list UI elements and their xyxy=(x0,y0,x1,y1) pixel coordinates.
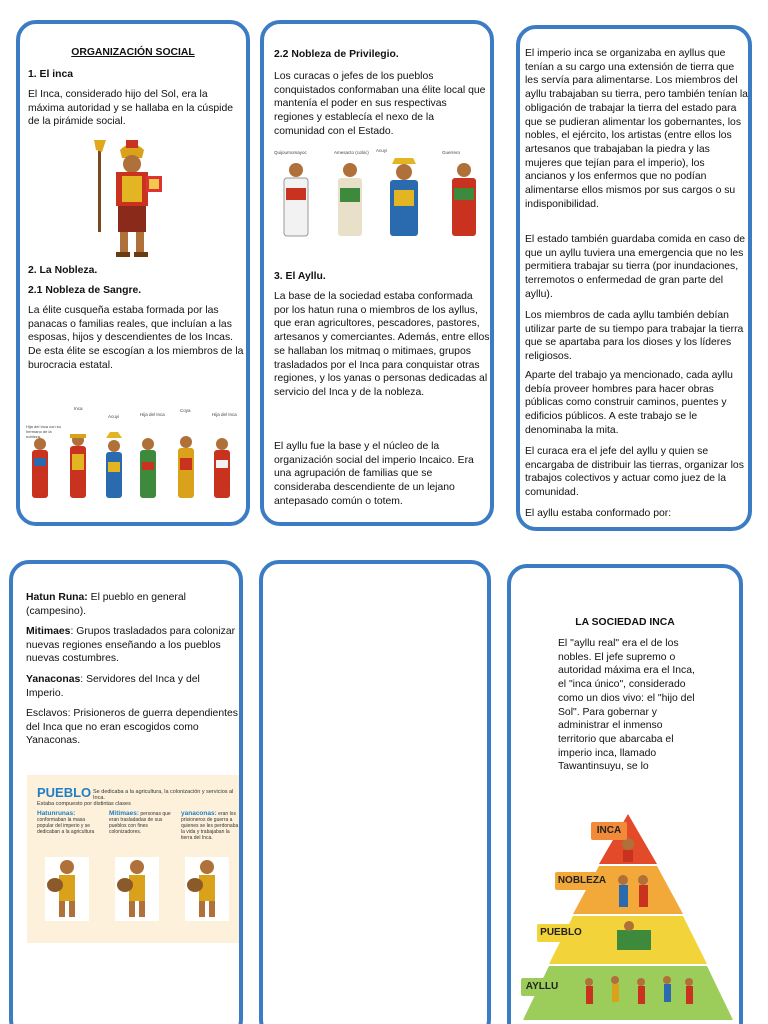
paragraph-organizacion-ayllus: El imperio inca se organizaba en ayllus que tenían a su cargo una extensión de tierra que les servía para alimentarse. Los miembros del ayllu trabajaban su tierra, pero también tenían la obligación de trabajar la tierra del estado para que se pudieran alimentar los gobernantes, los nobles, el ejército, los artistas (entre ellos los artesanos que trabajaban la piedra y las mujeres que tejían para el imperio), los ancianos y los enfermos que no podían alimentarse ellos mismos por sus cargos o su indisponibilidad. xyxy=(525,48,748,210)
page-title: ORGANIZACIÓN SOCIAL xyxy=(71,47,195,58)
pueblo-infographic xyxy=(27,775,240,943)
pyramid-label-ayllu: AYLLU xyxy=(521,978,563,996)
figure-label: Amesacto (cobic) xyxy=(334,150,369,155)
noble-figure xyxy=(214,438,230,498)
pueblo-title: PUEBLO xyxy=(37,785,92,800)
noble-figure xyxy=(106,432,122,498)
paragraph-ayllu-base: La base de la sociedad estaba conformada por los hatun runa o miembros de los ayllus, que eran agricultores, pescadores, pastores, artesanos y comerciantes. Además, entre ellos se hallaban los mitmaq o mitimaes, grupos trasladados por el Inca para conquistar otras regiones, y los yanas o personas dedicadas al servicio del Inca y de la nobleza. xyxy=(274,291,490,398)
farmer-figure xyxy=(185,857,229,921)
paragraph-ayllu-conformado: El ayllu estaba conformado por: xyxy=(525,508,672,519)
panel-sociedad-inca xyxy=(507,564,743,1024)
curaca-figure xyxy=(284,163,308,236)
panel-clases-pueblo xyxy=(9,560,243,1024)
heading-el-inca: 1. El inca xyxy=(28,69,74,80)
figure-label: Guerrero xyxy=(442,150,461,155)
social-pyramid xyxy=(519,814,737,1024)
curaca-figure xyxy=(390,158,418,236)
noble-figure xyxy=(178,436,194,498)
figure-label: Inca xyxy=(74,406,83,411)
paragraph-ayllu-nucleo: El ayllu fue la base y el núcleo de la organización social del imperio Incaico. Era una agrupación de familias que se consideraba descendiente de un lejano antepasado común o totem. xyxy=(274,441,474,507)
paragraph-comida-emergencia: El estado también guardaba comida en caso de que un ayllu tuviera una emergencia que no les permitiera trabajar su tierra (por inundaciones, terremotos o enfermedad de gran parte del ayllu). xyxy=(525,234,746,300)
farmer-figure xyxy=(45,857,89,921)
figure-label: Hija del Inca xyxy=(212,412,237,417)
pueblo-description: Se dedicaba a la agricultura, la colonización y servicios al Inca. xyxy=(93,789,234,801)
paragraph-inca: El Inca, considerado hijo del Sol, era la máxima autoridad y se hallaba en la cúspide de la pirámide social. xyxy=(28,89,234,128)
figure-label: Acuyi xyxy=(108,414,120,419)
section-title: LA SOCIEDAD INCA xyxy=(575,617,675,628)
curaca-figure xyxy=(338,163,362,236)
paragraph-tierra-dioses: Los miembros de cada ayllu también debían utilizar parte de su tiempo para trabajar la tierra que se apartaba para los dioses y los líderes religiosos. xyxy=(525,310,744,363)
panel-ayllus xyxy=(516,25,752,531)
noble-figure xyxy=(32,438,48,498)
figure-label: Hija del Inca con su hermano de la nobleza. xyxy=(26,424,61,439)
farmer-figure xyxy=(115,857,159,921)
pueblo-figures xyxy=(41,853,231,925)
figure-label: Coya xyxy=(180,408,191,413)
paragraph-curaca: El curaca era el jefe del ayllu y quien se encargaba de distribuir las tierras, organizar los trabajos colectivos y actuar como juez de la comunidad. xyxy=(525,446,744,499)
term-mitimaes: Mitimaes xyxy=(26,626,71,637)
paragraph-curacas: Los curacas o jefes de los pueblos conquistados conformaban una élite local que mantenía el poder en sus respectivas regiones y establecía el nexo de la comunidad con el Estado. xyxy=(274,71,486,137)
figure-label: Acuyi xyxy=(376,148,388,153)
pyramid-label-pueblo: PUEBLO xyxy=(537,924,585,942)
noble-figure xyxy=(140,438,156,498)
panel-organizacion-social xyxy=(16,20,250,526)
heading-la-nobleza: 2. La Nobleza. xyxy=(28,265,98,276)
pueblo-subtitle: Estaba compuesto por distintas clases xyxy=(37,801,131,807)
panel-empty xyxy=(259,560,491,1024)
pueblo-col-mitimaes: Mitimaes: personas que eran trasladadas de sus pueblos con fines colonizadores. xyxy=(109,810,171,835)
nobility-illustration xyxy=(26,402,242,502)
curaca-figure xyxy=(452,163,476,236)
figure-label: Quijournomayoc xyxy=(274,150,307,155)
inca-illustration xyxy=(92,136,172,260)
pyramid-label-inca: INCA xyxy=(591,822,627,840)
heading-nobleza-de-privilegio: 2.2 Nobleza de Privilegio. xyxy=(274,49,399,60)
pueblo-col-hatunrunas: Hatunrunas: conformaban la masa popular del imperio y se dedicaban a la agricultura xyxy=(37,810,95,835)
item-hatun-runa xyxy=(26,591,240,618)
item-esclavos: Esclavos: Prisioneros de guerra dependientes del Inca que no eran escogidos como Yanaconas. xyxy=(26,708,238,747)
figure-label: Hija del Inca xyxy=(140,412,165,417)
definition-mitimaes: : Grupos trasladados para colonizar nuevas regiones enseñando a los pueblos nuevas costumbres. xyxy=(26,626,236,665)
heading-nobleza-de-sangre: 2.1 Nobleza de Sangre. xyxy=(28,285,142,296)
item-mitimaes xyxy=(26,625,242,666)
paragraph-ayllu-real: El "ayllu real" era el de los nobles. El jefe supremo o autoridad máxima era el Inca, el "inca único", considerado como un dios vivo: el "hijo del Sol". Para gobernar y administrar el inmenso territorio que abarcaba el imperio inca, llamado Tawantinsuyu, se lo xyxy=(558,638,695,773)
paragraph-mita: Aparte del trabajo ya mencionado, cada ayllu debía proveer hombres para hacer obras públicas como construir caminos, puentes y edificios públicos. A este trabajo se le denominaba la mita. xyxy=(525,370,733,436)
heading-el-ayllu: 3. El Ayllu. xyxy=(274,271,326,282)
definition-hatun-runa: El pueblo en general (campesino). xyxy=(26,592,186,617)
term-hatun-runa: Hatun Runa: xyxy=(26,592,88,603)
curacas-illustration xyxy=(274,144,494,240)
panel-nobleza-privilegio xyxy=(260,20,494,526)
pyramid-label-nobleza: NOBLEZA xyxy=(555,872,609,890)
noble-figure xyxy=(70,434,86,498)
definition-yanaconas: : Servidores del Inca y del Imperio. xyxy=(26,674,200,699)
term-yanaconas: Yanaconas xyxy=(26,674,81,685)
paragraph-nobleza-sangre: La élite cusqueña estaba formada por las panacas o familias reales, que incluían a las esposas, hijos y descendientes de los Incas. De esta élite se escogían a los miembros de la burocracia estatal. xyxy=(28,305,244,371)
item-yanaconas xyxy=(26,673,240,700)
pueblo-col-yanaconas: yanaconas: eran los prisioneros de guerra a quienes se les perdonaba la vida y trabajaban la tierra del Inca. xyxy=(181,810,239,841)
